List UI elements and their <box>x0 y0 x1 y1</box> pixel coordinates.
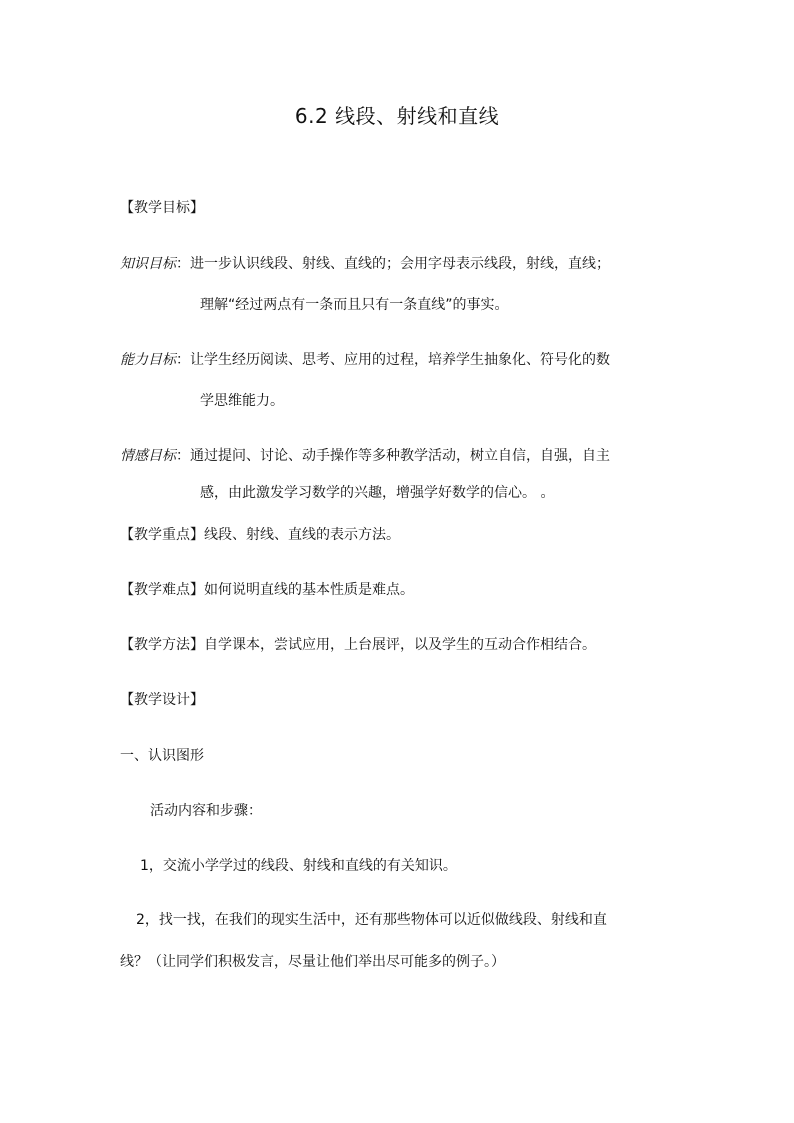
teaching-method <box>120 635 596 655</box>
teaching-focus-text: 线段、射线、直线的表示方法。 <box>204 527 400 543</box>
knowledge-goal-line2: 理解“经过两点有一条而且只有一条直线”的事实。 <box>200 297 509 313</box>
step-1: 1，交流小学学过的线段、射线和直线的有关知识。 <box>140 858 457 874</box>
knowledge-goal-line1 <box>120 254 610 274</box>
section-heading: 一、认识图形 <box>120 748 204 764</box>
teaching-method-heading: 【教学方法】 <box>120 637 204 653</box>
ability-goal-text: ：让学生经历阅读、思考、应用的过程，培养学生抽象化、符号化的数 <box>176 352 610 368</box>
activity-heading: 活动内容和步骤： <box>150 803 262 819</box>
teaching-goals-heading: 【教学目标】 <box>120 200 204 216</box>
step-2-line2: 线？（让同学们积极发言，尽量让他们举出尽可能多的例子。） <box>120 954 505 970</box>
teaching-focus-heading: 【教学重点】 <box>120 527 204 543</box>
emotion-goal-line2: 感，由此激发学习数学的兴趣，增强学好数学的信心。 。 <box>200 485 555 501</box>
teaching-difficulty <box>120 580 414 600</box>
page-title: 6.2 线段、射线和直线 <box>294 104 500 128</box>
ability-goal-line2: 学思维能力。 <box>200 393 284 409</box>
teaching-difficulty-text: 如何说明直线的基本性质是难点。 <box>204 582 414 598</box>
ability-goal-label: 能力目标 <box>120 352 176 368</box>
emotion-goal-line1 <box>120 446 610 466</box>
knowledge-goal-text: ：进一步认识线段、射线、直线的；会用字母表示线段，射线，直线； <box>176 256 610 272</box>
knowledge-goal-label: 知识目标 <box>120 256 176 272</box>
teaching-design-heading: 【教学设计】 <box>120 692 204 708</box>
ability-goal-line1 <box>120 350 610 370</box>
step-2-line1: 2，找一找，在我们的现实生活中，还有那些物体可以近似做线段、射线和直 <box>136 912 607 928</box>
teaching-difficulty-heading: 【教学难点】 <box>120 582 204 598</box>
teaching-method-text: 自学课本，尝试应用，上台展评，以及学生的互动合作相结合。 <box>204 637 596 653</box>
emotion-goal-text: ：通过提问、讨论、动手操作等多种教学活动，树立自信，自强，自主 <box>176 448 610 464</box>
emotion-goal-label: 情感目标 <box>120 448 176 464</box>
teaching-focus <box>120 525 400 545</box>
